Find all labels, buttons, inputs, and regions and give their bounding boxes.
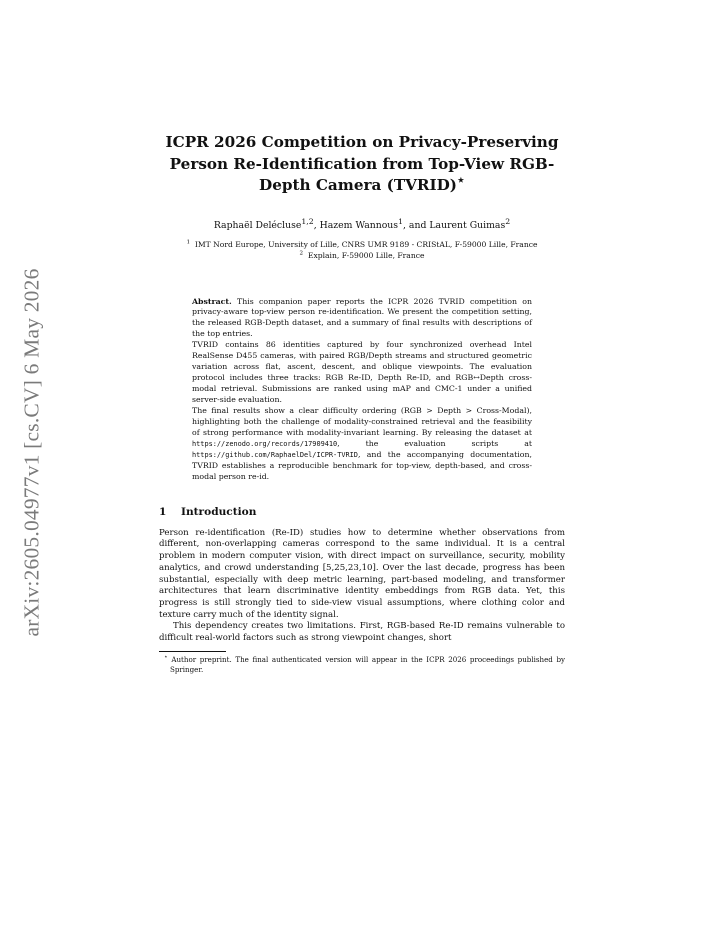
affiliation-text: IMT Nord Europe, University of Lille, CNRS UMR 9189 - CRIStAL, F-59000 Lille, France: [194, 239, 538, 249]
author-affiliation-marker: 1: [398, 216, 404, 226]
author-name: Raphaël Delécluse: [213, 219, 302, 231]
section-title: Introduction: [181, 505, 257, 518]
author-separator: , and: [403, 219, 430, 231]
abstract-text: , and the accompanying documentation, TVRID establishes a reproducible benchmark for top-view, depth-based, and cross-modal person re-id.: [192, 449, 532, 481]
body-paragraph: Person re-identification (Re-ID) studies how to determine whether observations from different, non-overlapping cameras correspond to the same individual. It is a central problem in modern computer vision, with direct impact on surveillance, security, mobility analytics, and crowd understanding [5,25,23,10]. Over the last decade, progress has been substantial, especially with deep metric learning, part-based modeling, and transformer architectures that learn discriminative identity embeddings from RGB data. Yet, this progress is still strongly tied to side-view visual assumptions, where clothing color and texture carry much of the identity signal.: [159, 527, 565, 620]
title-footnote-marker: ⋆: [457, 171, 465, 187]
footnote-divider: [159, 651, 226, 652]
abstract-text: The final results show a clear difficulty ordering (RGB > Depth > Cross-Modal), highlighting both the challenge of modality-constrained retrieval and the feasibility of strong performance with modality-invariant learning. By releasing the dataset at: [192, 406, 532, 437]
paper-title: [159, 132, 565, 197]
author-separator: ,: [313, 219, 320, 231]
author-affiliation-marker: 2: [505, 216, 511, 226]
body-paragraph: This dependency creates two limitations. First, RGB-based Re-ID remains vulnerable to difficult real-world factors such as strong viewpoint changes, short: [159, 621, 565, 644]
introduction-body: [159, 528, 565, 645]
arxiv-identifier-stamp: [12, 262, 52, 642]
footnote-text: Author preprint. The final authenticated version will appear in the ICPR 2026 proceedings published by Springer.: [170, 654, 565, 674]
affiliation-number: 2: [299, 250, 304, 257]
footnote: [159, 655, 565, 675]
abstract-paragraph: [192, 297, 532, 341]
author-name: Laurent Guimas: [429, 219, 506, 231]
scripts-url-link[interactable]: https://github.com/RaphaelDel/ICPR-TVRID: [192, 450, 358, 459]
abstract-text: This companion paper reports the ICPR 2026 TVRID competition on privacy-aware top-view person re-identification. We present the competition setting, the released RGB-Depth dataset, and a summary of final results with descriptions of the top entries.: [192, 296, 533, 339]
affiliation-item: [161, 250, 563, 262]
author-affiliation-marker: 1,2: [301, 216, 314, 226]
affiliation-text: Explain, F-59000 Lille, France: [307, 251, 425, 260]
footnote-marker: ⋆: [164, 654, 168, 661]
section-heading-introduction: [159, 505, 565, 519]
paper-page: [159, 126, 565, 675]
abstract-paragraph: [192, 406, 532, 483]
paper-title-text: ICPR 2026 Competition on Privacy-Preserving Person Re-Identification from Top-View RGB-Depth Camera (TVRID): [165, 133, 559, 194]
dataset-url-link[interactable]: https://zenodo.org/records/17909410: [192, 439, 338, 448]
arxiv-identifier-text: arXiv:2605.04977v1 [cs.CV] 6 May 2026: [19, 267, 44, 637]
abstract-label: Abstract.: [192, 296, 232, 306]
affiliation-number: 1: [186, 238, 191, 245]
author-name: Hazem Wannous: [319, 219, 399, 231]
abstract-text: , the evaluation scripts at: [337, 438, 532, 448]
affiliation-list: [159, 239, 565, 262]
affiliation-item: [161, 239, 563, 251]
section-number: 1: [159, 505, 167, 518]
author-list: [159, 216, 565, 232]
abstract-paragraph: TVRID contains 86 identities captured by four synchronized overhead Intel RealSense D455 cameras, with paired RGB/Depth streams and structured geometric variation across flat, ascent, descent, and oblique viewpoints. The evaluation protocol includes three tracks: RGB Re-ID, Depth Re-ID, and RGB↔Depth cross-modal retrieval. Submissions are ranked using mAP and CMC-1 under a unified server-side evaluation.: [192, 340, 532, 405]
abstract: [192, 297, 532, 483]
